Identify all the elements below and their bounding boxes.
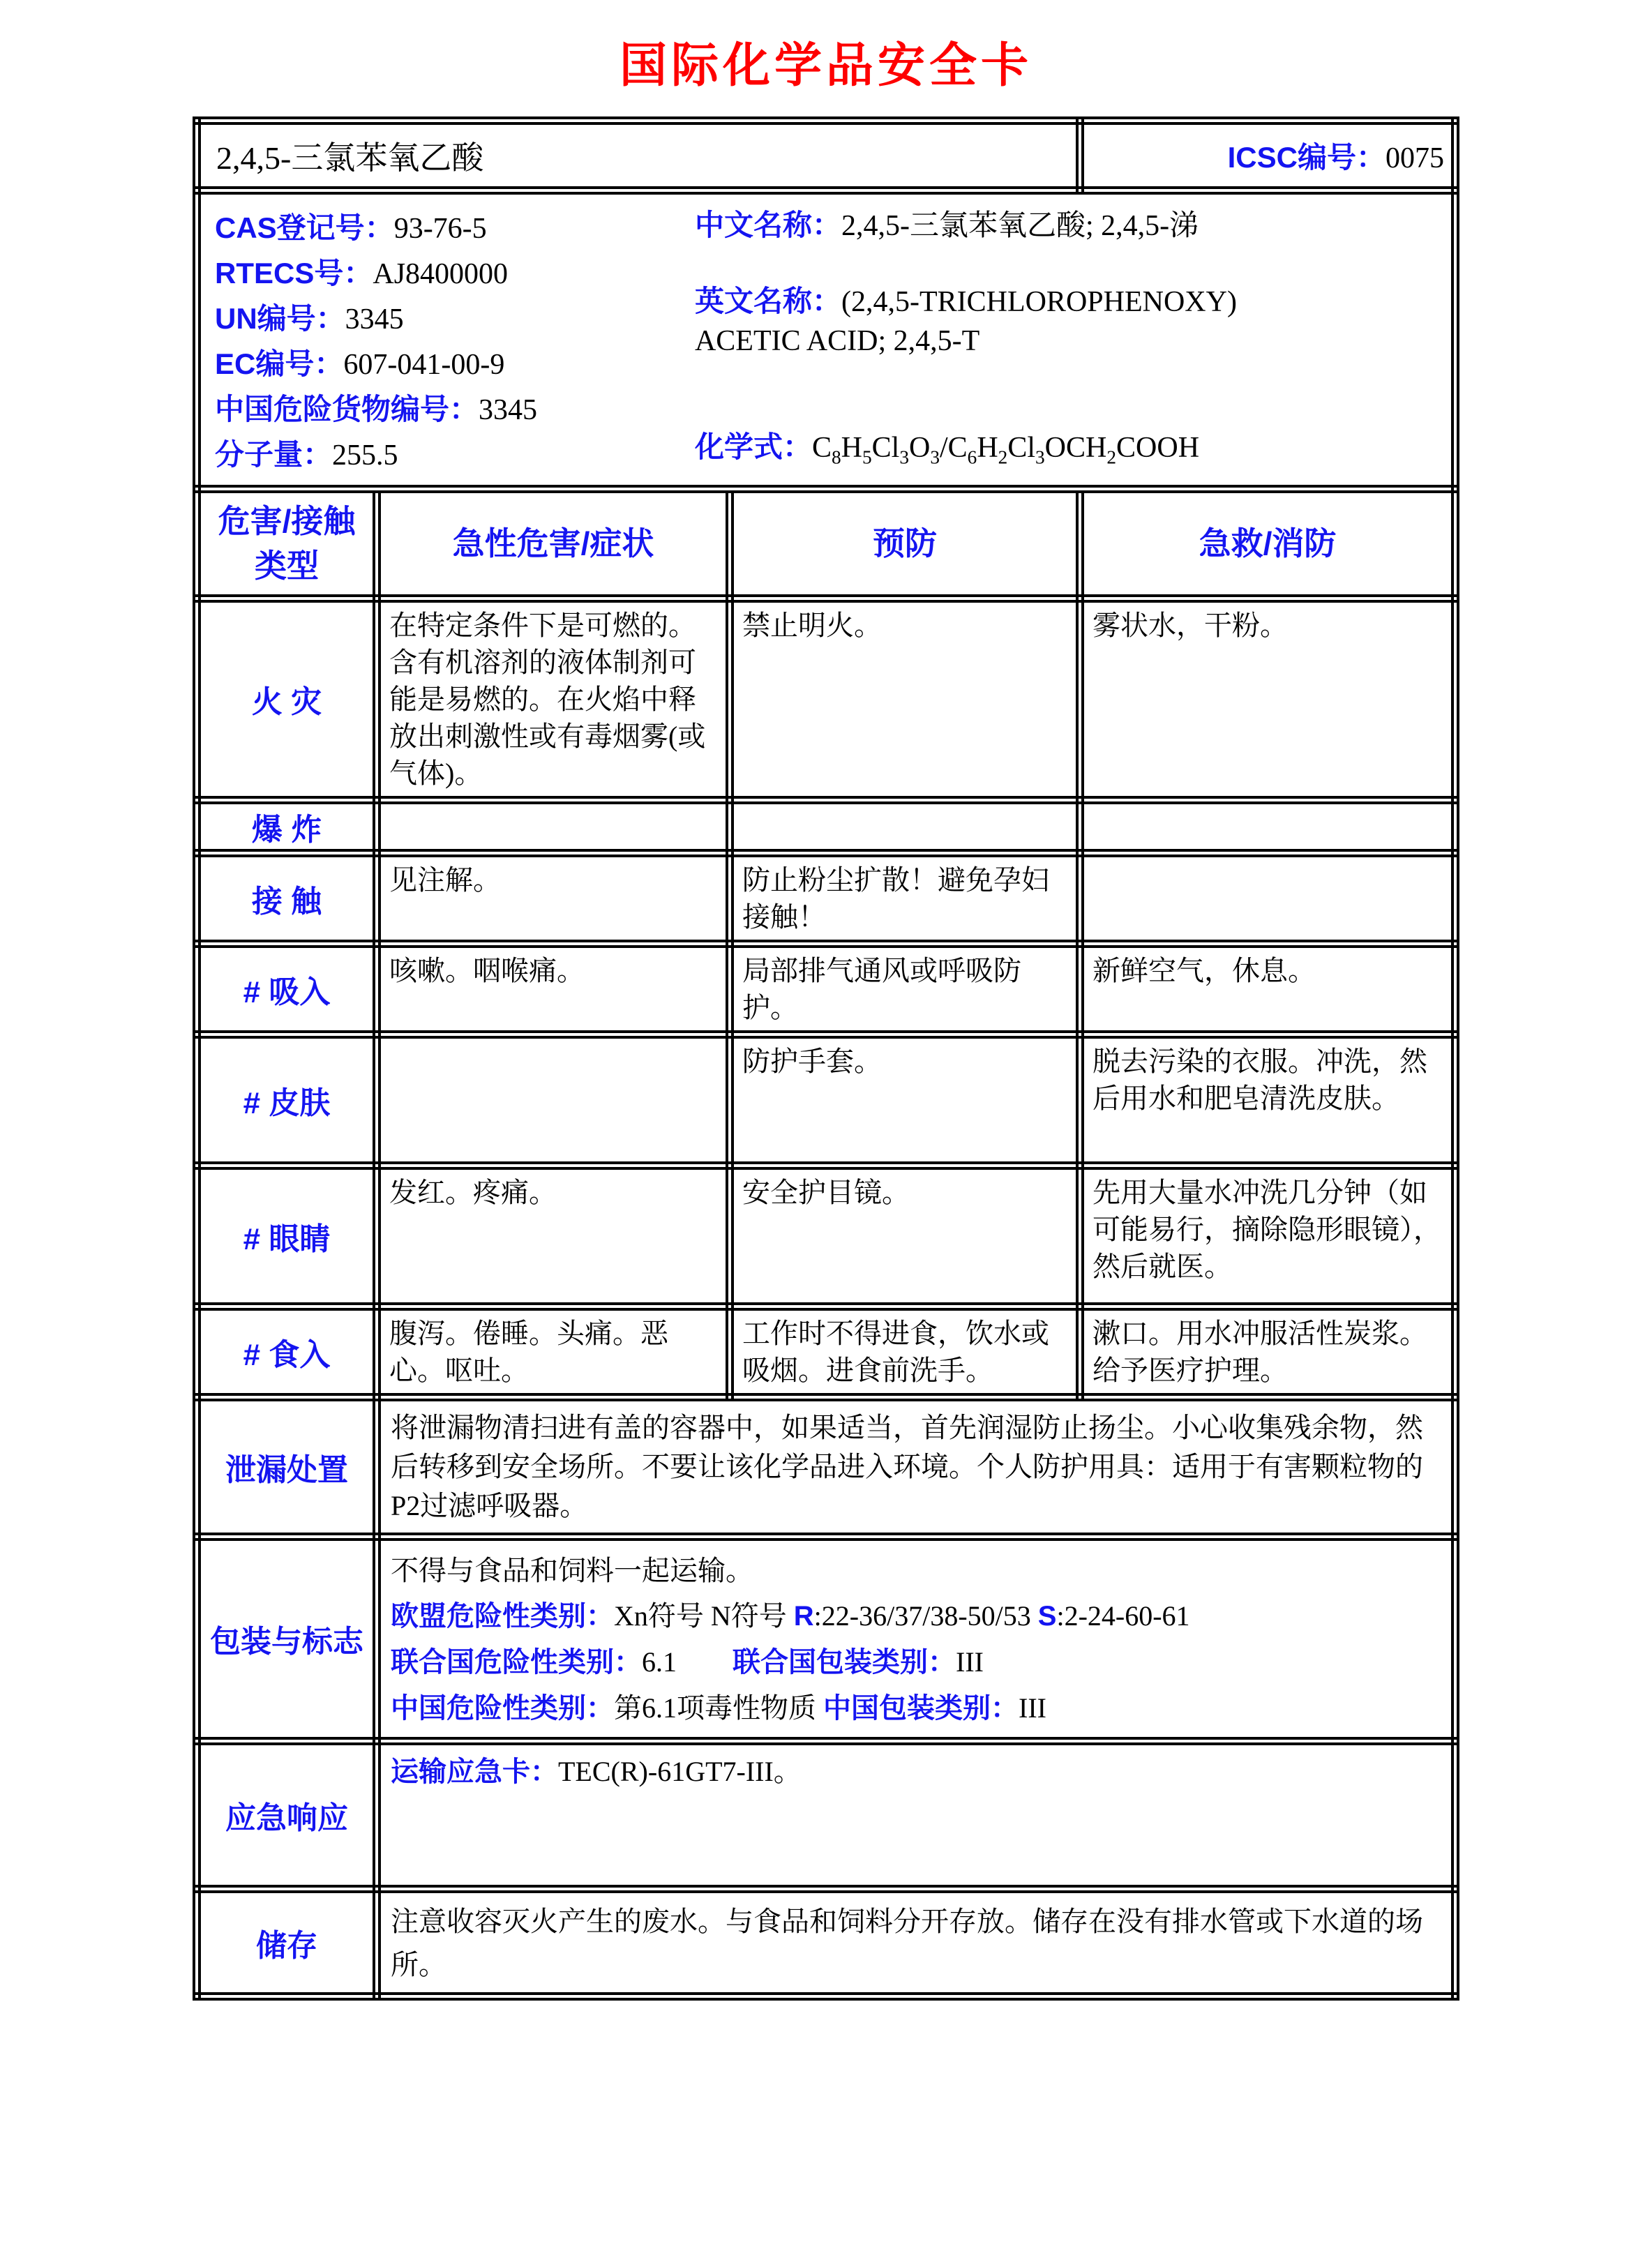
ec-number-line: EC编号：607-041-00-9: [215, 347, 505, 381]
section-row-emergency-response: [197, 1741, 1455, 1889]
section-label-emergency-response: 应急响应: [197, 1741, 377, 1889]
row-label-skin: # 皮肤: [197, 1034, 377, 1166]
inhalation-prevention-cell: 局部排气通风或呼吸防护。: [730, 944, 1080, 1034]
skin-firstaid-cell: 脱去污染的衣服。冲洗，然后用水和肥皂清洗皮肤。: [1080, 1034, 1455, 1166]
identification-right-column: [695, 206, 1446, 478]
explosion-symptoms-cell: [377, 800, 730, 853]
packaging-labelling-content: 不得与食品和饲料一起运输。 欧盟危险性类别：Xn符号 N符号 R:22-36/37/38-50/53 S:2-24-60-61 联合国危险性类别：6.1 联合国包装类别：III 中国危险性类别：第6.1项毒性物质 中国包装类别：III: [377, 1537, 1455, 1741]
spill-disposal-content: 将泄漏物清扫进有盖的容器中，如果适当，首先润湿防止扬尘。小心收集残余物，然后转移到安全场所。不要让该化学品进入环境。个人防护用具：适用于有害颗粒物的P2过滤呼吸器。: [377, 1397, 1455, 1537]
ingestion-firstaid-cell: 漱口。用水冲服活性炭浆。给予医疗护理。: [1080, 1307, 1455, 1397]
molecular-weight-line: 分子量：255.5: [215, 438, 398, 472]
hazard-row-explosion: [197, 800, 1455, 853]
eyes-prevention-cell: 安全护目镜。: [730, 1166, 1080, 1307]
fire-firstaid-cell: 雾状水，干粉。: [1080, 598, 1455, 800]
hazard-row-skin: [197, 1034, 1455, 1166]
china-dangerous-goods-number-line: 中国危险货物编号：3345: [215, 393, 538, 426]
icsc-number-cell: [1080, 121, 1455, 190]
identification-row: [197, 190, 1455, 489]
un-number-line: UN编号：3345: [215, 302, 404, 336]
hazard-row-eyes: [197, 1166, 1455, 1307]
title-row: [197, 121, 1455, 190]
chemical-formula-line: 化学式：$C_8H_5Cl_3O_3/C_6H_2Cl_3OCH_2COOH$: [694, 430, 1200, 468]
contact-symptoms-cell: 见注解。: [377, 853, 730, 944]
row-label-ingestion: # 食入: [197, 1307, 377, 1397]
section-row-packaging-labelling: [197, 1537, 1455, 1741]
skin-symptoms-cell: [377, 1034, 730, 1166]
explosion-prevention-cell: [730, 800, 1080, 853]
eyes-firstaid-cell: 先用大量水冲洗几分钟（如可能易行，摘除隐形眼镜），然后就医。: [1080, 1166, 1455, 1307]
inhalation-firstaid-cell: 新鲜空气，休息。: [1080, 944, 1455, 1034]
ingestion-prevention-cell: 工作时不得进食，饮水或吸烟。进食前洗手。: [730, 1307, 1080, 1397]
column-header-symptoms: 急性危害/症状: [377, 489, 730, 598]
hazard-row-inhalation: [197, 944, 1455, 1034]
contact-firstaid-cell: [1080, 853, 1455, 944]
section-row-storage: [197, 1889, 1455, 1996]
rtecs-number-line: RTECS号：AJ8400000: [215, 257, 509, 290]
row-label-fire: 火 灾: [197, 598, 377, 800]
section-label-packaging-labelling: 包装与标志: [197, 1537, 377, 1741]
english-name-line: 英文名称：(2,4,5-TRICHLOROPHENOXY) ACETIC ACID; 2,4,5-T: [694, 285, 1237, 357]
chemical-name: [197, 121, 1080, 190]
row-label-eyes: # 眼睛: [197, 1166, 377, 1307]
contact-prevention-cell: 防止粉尘扩散！避免孕妇接触！: [730, 853, 1080, 944]
chemical-name-text: 2,4,5-三氯苯氧乙酸: [216, 140, 484, 176]
explosion-firstaid-cell: [1080, 800, 1455, 853]
icsc-value: 0075: [1386, 142, 1444, 174]
hazard-header-row: [197, 489, 1455, 598]
eyes-symptoms-cell: 发红。疼痛。: [377, 1166, 730, 1307]
chemical-formula: $C_8H_5Cl_3O_3/C_6H_2Cl_3OCH_2COOH$: [811, 432, 1200, 468]
hazard-row-contact: [197, 853, 1455, 944]
row-label-explosion: 爆 炸: [197, 800, 377, 853]
hazard-row-ingestion: [197, 1307, 1455, 1397]
identification-cell: [197, 190, 1455, 489]
ingestion-symptoms-cell: 腹泻。倦睡。头痛。恶心。呕吐。: [377, 1307, 730, 1397]
hazard-row-fire: [197, 598, 1455, 800]
column-header-hazard-type: 危害/接触类型: [197, 489, 377, 598]
emergency-response-content: 运输应急卡：TEC(R)-61GT7-III。: [377, 1741, 1455, 1889]
safety-card-table: [193, 116, 1459, 2001]
row-label-contact: 接 触: [197, 853, 377, 944]
inhalation-symptoms-cell: 咳嗽。咽喉痛。: [377, 944, 730, 1034]
section-label-storage: 储存: [197, 1889, 377, 1996]
chinese-name-line: 中文名称：2,4,5-三氯苯氧乙酸; 2,4,5-涕: [694, 209, 1199, 242]
fire-symptoms-cell: 在特定条件下是可燃的。含有机溶剂的液体制剂可能是易燃的。在火焰中释放出刺激性或有毒烟雾(或气体)。: [377, 598, 730, 800]
section-row-spill-disposal: [197, 1397, 1455, 1537]
section-label-spill-disposal: 泄漏处置: [197, 1397, 377, 1537]
icsc-label: ICSC编号：: [1227, 141, 1386, 174]
column-header-firstaid: 急救/消防: [1080, 489, 1455, 598]
page-title: 国际化学品安全卡: [619, 39, 1032, 92]
skin-prevention-cell: 防护手套。: [730, 1034, 1080, 1166]
cas-number-line: CAS登记号：93-76-5: [215, 211, 487, 245]
identification-left-column: [215, 206, 695, 478]
fire-prevention-cell: 禁止明火。: [730, 598, 1080, 800]
storage-content: 注意收容灭火产生的废水。与食品和饲料分开存放。储存在没有排水管或下水道的场所。: [377, 1889, 1455, 1996]
column-header-prevention: 预防: [730, 489, 1080, 598]
row-label-inhalation: # 吸入: [197, 944, 377, 1034]
